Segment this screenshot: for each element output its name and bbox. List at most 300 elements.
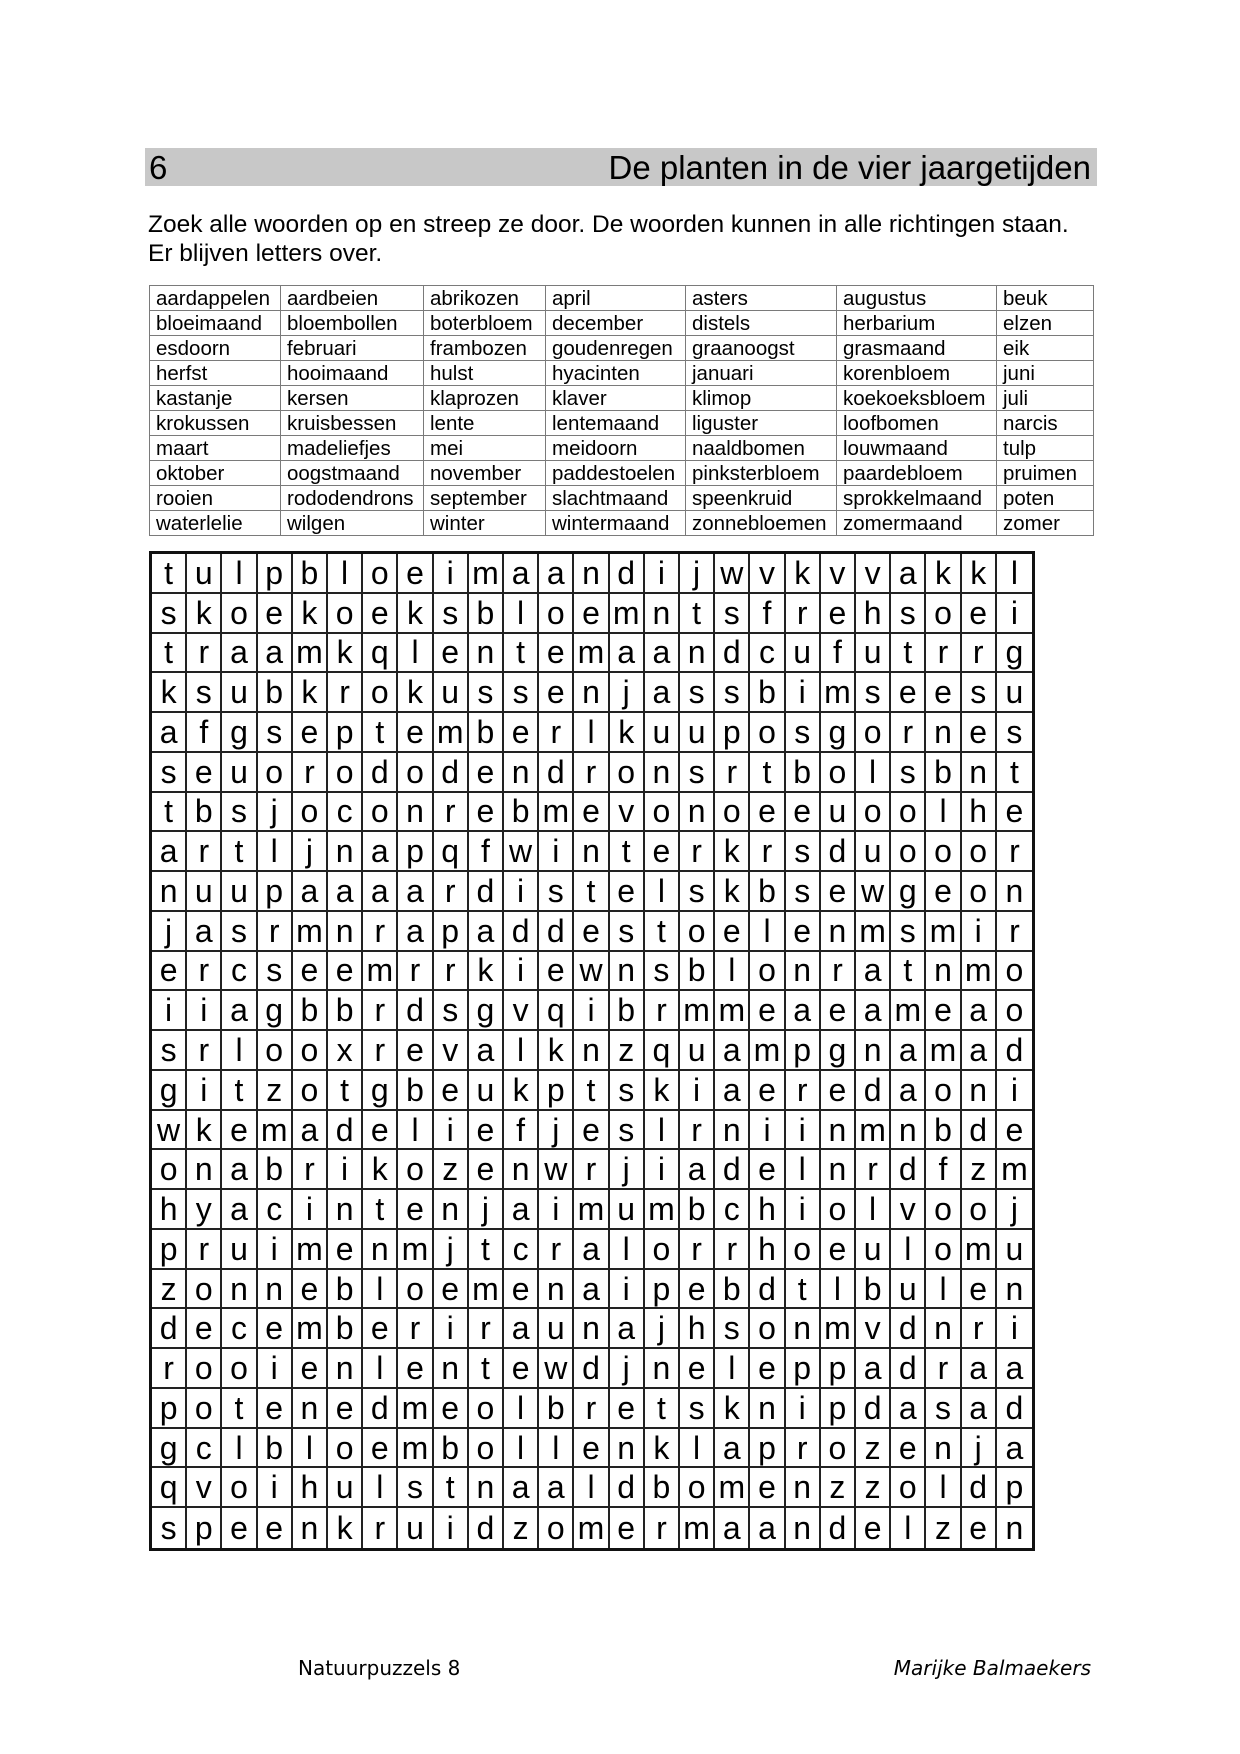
grid-letter: p [645,1270,680,1310]
grid-letter: u [222,753,257,793]
grid-letter: i [997,594,1032,634]
grid-letter: n [610,952,645,992]
grid-letter: e [680,1270,715,1310]
grid-letter: m [574,1508,609,1548]
grid-letter: n [786,1468,821,1508]
grid-letter: n [680,634,715,674]
grid-letter: e [856,1508,891,1548]
word-list-row [150,436,1094,461]
grid-letter: i [786,1111,821,1151]
grid-letter: p [434,912,469,952]
grid-letter: m [856,1111,891,1151]
word-list-item: graanoogst [686,336,837,361]
grid-letter: a [152,713,187,753]
grid-letter: l [539,1429,574,1469]
grid-letter: k [328,634,363,674]
grid-letter: d [891,1150,926,1190]
word-list-item: aardappelen [150,286,281,311]
grid-letter: s [258,952,293,992]
word-list-item: juni [997,361,1094,386]
grid-letter: o [997,991,1032,1031]
grid-letter: l [222,1031,257,1071]
grid-letter: t [152,554,187,594]
word-list-item: meidoorn [546,436,686,461]
grid-letter: z [856,1429,891,1469]
grid-letter: e [258,1389,293,1429]
grid-letter: n [539,1270,574,1310]
grid-letter: e [328,1230,363,1270]
grid-letter: i [680,1071,715,1111]
grid-letter: a [574,1270,609,1310]
grid-letter: a [610,634,645,674]
grid-letter: e [398,554,433,594]
grid-letter: a [504,1468,539,1508]
grid-letter: n [574,1031,609,1071]
grid-letter: p [328,713,363,753]
grid-letter: b [926,753,961,793]
grid-letter: l [293,1429,328,1469]
grid-letter: e [997,793,1032,833]
grid-letter: v [504,991,539,1031]
grid-letter: k [469,952,504,992]
grid-letter: d [539,753,574,793]
grid-letter: o [680,912,715,952]
grid-letter: u [856,832,891,872]
grid-letter: k [363,1150,398,1190]
grid-letter: l [926,1468,961,1508]
grid-letter: l [926,793,961,833]
grid-letter: e [398,1190,433,1230]
grid-letter: e [574,912,609,952]
grid-letter: m [398,1389,433,1429]
grid-letter: g [821,713,856,753]
grid-letter: o [926,1230,961,1270]
grid-letter: d [363,1389,398,1429]
grid-letter: b [926,1111,961,1151]
grid-letter: e [821,1071,856,1111]
grid-letter: i [152,991,187,1031]
grid-letter: a [962,1389,997,1429]
grid-letter: p [258,872,293,912]
grid-letter: e [363,1111,398,1151]
grid-letter: o [328,1429,363,1469]
grid-letter: s [715,1309,750,1349]
grid-letter: o [187,1389,222,1429]
grid-letter: d [750,1270,785,1310]
grid-letter: e [434,634,469,674]
grid-letter: r [891,713,926,753]
word-list-item: narcis [997,411,1094,436]
grid-letter: l [504,594,539,634]
grid-letter: o [469,1389,504,1429]
grid-letter: r [680,832,715,872]
grid-letter: s [434,594,469,634]
grid-letter: k [328,1508,363,1548]
word-list-item: distels [686,311,837,336]
grid-letter: j [539,1111,574,1151]
grid-letter: n [926,1429,961,1469]
grid-letter: u [891,1270,926,1310]
grid-letter: e [398,1349,433,1389]
grid-letter: r [926,1349,961,1389]
grid-letter: r [645,991,680,1031]
grid-letter: d [398,991,433,1031]
word-list-item: pinksterbloem [686,461,837,486]
grid-letter: u [680,713,715,753]
grid-letter: a [645,673,680,713]
grid-letter: o [821,1190,856,1230]
grid-letter: k [187,1111,222,1151]
grid-letter: k [715,1389,750,1429]
footer-book-title: Natuurpuzzels 8 [298,1656,461,1680]
grid-letter: b [750,673,785,713]
grid-letter: o [258,1031,293,1071]
grid-letter: t [680,594,715,634]
grid-letter: z [504,1508,539,1548]
grid-letter: k [293,594,328,634]
grid-letter: a [962,1031,997,1071]
grid-letter: o [786,1230,821,1270]
grid-letter: e [504,1349,539,1389]
grid-letter: i [258,1468,293,1508]
grid-letter: a [891,1071,926,1111]
grid-letter: k [539,1031,574,1071]
grid-letter: v [856,1309,891,1349]
grid-letter: w [539,1349,574,1389]
grid-letter: e [539,952,574,992]
grid-letter: p [750,1429,785,1469]
grid-letter: n [574,554,609,594]
grid-letter: l [363,1349,398,1389]
grid-letter: n [645,753,680,793]
grid-letter: b [645,1468,680,1508]
grid-letter: d [504,912,539,952]
word-list-item: hyacinten [546,361,686,386]
grid-letter: m [856,912,891,952]
grid-letter: q [434,832,469,872]
grid-letter: i [258,1349,293,1389]
grid-letter: a [645,634,680,674]
grid-letter: a [786,991,821,1031]
grid-letter: n [469,1468,504,1508]
grid-letter: n [997,872,1032,912]
grid-letter: t [469,1349,504,1389]
grid-letter: f [187,713,222,753]
word-list-item: mei [424,436,546,461]
grid-letter: h [750,1190,785,1230]
grid-letter: t [152,634,187,674]
grid-letter: o [821,753,856,793]
word-list-item: wilgen [281,511,424,536]
grid-letter: e [469,1150,504,1190]
grid-letter: b [750,872,785,912]
grid-letter: s [152,594,187,634]
grid-letter: n [328,1190,363,1230]
grid-letter: s [856,673,891,713]
grid-letter: s [504,673,539,713]
grid-letter: a [574,1230,609,1270]
grid-letter: a [363,872,398,912]
grid-letter: p [997,1468,1032,1508]
grid-letter: s [398,1468,433,1508]
grid-letter: l [891,1508,926,1548]
grid-letter: t [610,832,645,872]
grid-letter: w [574,952,609,992]
grid-letter: l [645,872,680,912]
grid-letter: r [786,594,821,634]
grid-letter: r [363,991,398,1031]
grid-letter: n [786,952,821,992]
word-list-item: kersen [281,386,424,411]
grid-letter: e [398,713,433,753]
grid-letter: o [962,832,997,872]
grid-letter: a [258,634,293,674]
grid-letter: n [680,793,715,833]
grid-letter: o [926,1071,961,1111]
grid-letter: n [610,1429,645,1469]
grid-letter: c [715,1190,750,1230]
grid-letter: e [434,1389,469,1429]
word-list-item: herfst [150,361,281,386]
word-list-item: paardebloem [837,461,997,486]
grid-letter: l [997,554,1032,594]
grid-letter: o [539,594,574,634]
word-list-item: wintermaand [546,511,686,536]
grid-letter: r [398,952,433,992]
grid-letter: o [680,1468,715,1508]
grid-letter: e [891,1429,926,1469]
grid-letter: a [680,1150,715,1190]
grid-letter: a [152,832,187,872]
grid-letter: c [222,952,257,992]
word-list-item: slachtmaand [546,486,686,511]
grid-letter: e [821,872,856,912]
grid-letter: o [398,753,433,793]
grid-letter: n [821,1150,856,1190]
grid-letter: d [821,1508,856,1548]
grid-letter: s [680,1389,715,1429]
grid-letter: o [715,793,750,833]
grid-letter: p [786,1031,821,1071]
grid-letter: m [539,793,574,833]
grid-letter: t [328,1071,363,1111]
grid-letter: e [574,1429,609,1469]
grid-letter: s [891,594,926,634]
grid-letter: m [398,1230,433,1270]
grid-letter: r [293,1150,328,1190]
grid-letter: s [891,912,926,952]
grid-letter: i [786,673,821,713]
word-list-item: januari [686,361,837,386]
grid-letter: u [328,1468,363,1508]
grid-letter: n [962,1071,997,1111]
grid-letter: t [574,872,609,912]
grid-letter: a [504,1190,539,1230]
grid-letter: k [398,594,433,634]
grid-letter: t [363,1190,398,1230]
word-list-item: korenbloem [837,361,997,386]
word-list-item: rooien [150,486,281,511]
grid-letter: w [539,1150,574,1190]
grid-letter: e [539,673,574,713]
grid-letter: e [926,991,961,1031]
grid-letter: a [293,872,328,912]
grid-letter: l [574,713,609,753]
grid-letter: n [997,1270,1032,1310]
grid-letter: s [610,912,645,952]
word-list-item: hooimaand [281,361,424,386]
grid-letter: p [821,1389,856,1429]
word-list-item: sprokkelmaand [837,486,997,511]
grid-letter: e [328,1389,363,1429]
grid-letter: d [856,1071,891,1111]
grid-letter: g [469,991,504,1031]
grid-letter: a [891,554,926,594]
grid-letter: k [504,1071,539,1111]
grid-letter: n [328,912,363,952]
grid-letter: e [750,1150,785,1190]
grid-letter: a [222,991,257,1031]
grid-letter: o [363,673,398,713]
grid-letter: u [434,673,469,713]
grid-letter: d [328,1111,363,1151]
grid-letter: n [469,634,504,674]
grid-letter: b [469,713,504,753]
grid-letter: n [187,1150,222,1190]
grid-letter: n [786,1508,821,1548]
grid-letter: r [680,1230,715,1270]
word-list-item: paddestoelen [546,461,686,486]
grid-letter: n [574,832,609,872]
grid-letter: m [398,1429,433,1469]
word-list-item: juli [997,386,1094,411]
grid-letter: m [821,673,856,713]
grid-letter: s [258,713,293,753]
grid-letter: e [469,753,504,793]
grid-letter: h [962,793,997,833]
grid-letter: b [293,991,328,1031]
grid-letter: l [645,1111,680,1151]
grid-letter: h [750,1230,785,1270]
grid-letter: d [469,872,504,912]
word-list-item: augustus [837,286,997,311]
grid-letter: f [926,1150,961,1190]
word-list-item: asters [686,286,837,311]
grid-letter: m [258,1111,293,1151]
grid-letter: l [222,1429,257,1469]
grid-letter: l [328,554,363,594]
grid-letter: v [187,1468,222,1508]
grid-letter: u [610,1190,645,1230]
grid-letter: e [821,1230,856,1270]
grid-letter: d [715,634,750,674]
grid-letter: p [187,1508,222,1548]
grid-letter: r [750,832,785,872]
grid-letter: c [187,1429,222,1469]
grid-letter: d [856,1389,891,1429]
grid-letter: i [187,991,222,1031]
grid-letter: r [363,1031,398,1071]
grid-letter: c [222,1309,257,1349]
grid-letter: i [997,1309,1032,1349]
grid-letter: t [222,1071,257,1111]
grid-letter: a [222,1150,257,1190]
grid-letter: n [926,713,961,753]
grid-letter: o [539,1508,574,1548]
grid-letter: o [258,753,293,793]
grid-letter: j [469,1190,504,1230]
grid-letter: o [222,1349,257,1389]
grid-letter: b [715,1270,750,1310]
grid-letter: s [539,872,574,912]
grid-letter: o [962,872,997,912]
grid-letter: a [222,634,257,674]
grid-letter: n [504,753,539,793]
grid-letter: e [258,1309,293,1349]
grid-letter: m [574,1190,609,1230]
grid-letter: e [222,1508,257,1548]
grid-letter: s [152,1031,187,1071]
grid-letter: k [398,673,433,713]
grid-letter: l [786,1150,821,1190]
grid-letter: a [997,1349,1032,1389]
grid-letter: o [469,1429,504,1469]
grid-letter: a [222,1190,257,1230]
grid-letter: f [750,594,785,634]
grid-letter: b [856,1270,891,1310]
grid-letter: e [293,952,328,992]
grid-letter: s [891,753,926,793]
grid-letter: o [363,793,398,833]
word-list-row [150,511,1094,536]
grid-letter: r [434,793,469,833]
grid-letter: g [258,991,293,1031]
grid-letter: t [574,1071,609,1111]
word-list-item: naaldbomen [686,436,837,461]
grid-letter: a [469,912,504,952]
word-list-item: april [546,286,686,311]
grid-letter: m [293,1230,328,1270]
grid-letter: p [152,1230,187,1270]
word-list-item: hulst [424,361,546,386]
grid-letter: r [715,753,750,793]
grid-letter: r [856,1150,891,1190]
grid-letter: t [891,634,926,674]
grid-letter: o [750,713,785,753]
grid-letter: m [574,634,609,674]
grid-letter: o [821,1429,856,1469]
grid-letter: e [750,1071,785,1111]
grid-letter: s [926,1389,961,1429]
grid-letter: z [152,1270,187,1310]
grid-letter: u [222,1230,257,1270]
grid-letter: e [786,793,821,833]
word-list-row [150,361,1094,386]
grid-letter: b [469,594,504,634]
grid-letter: t [469,1230,504,1270]
word-list-item: krokussen [150,411,281,436]
word-list-item: klaver [546,386,686,411]
grid-letter: s [152,1508,187,1548]
grid-letter: e [258,1508,293,1548]
grid-letter: d [997,1031,1032,1071]
grid-letter: r [293,753,328,793]
grid-letter: n [926,952,961,992]
grid-letter: a [856,1349,891,1389]
grid-letter: t [997,753,1032,793]
grid-letter: g [152,1071,187,1111]
grid-letter: u [997,673,1032,713]
